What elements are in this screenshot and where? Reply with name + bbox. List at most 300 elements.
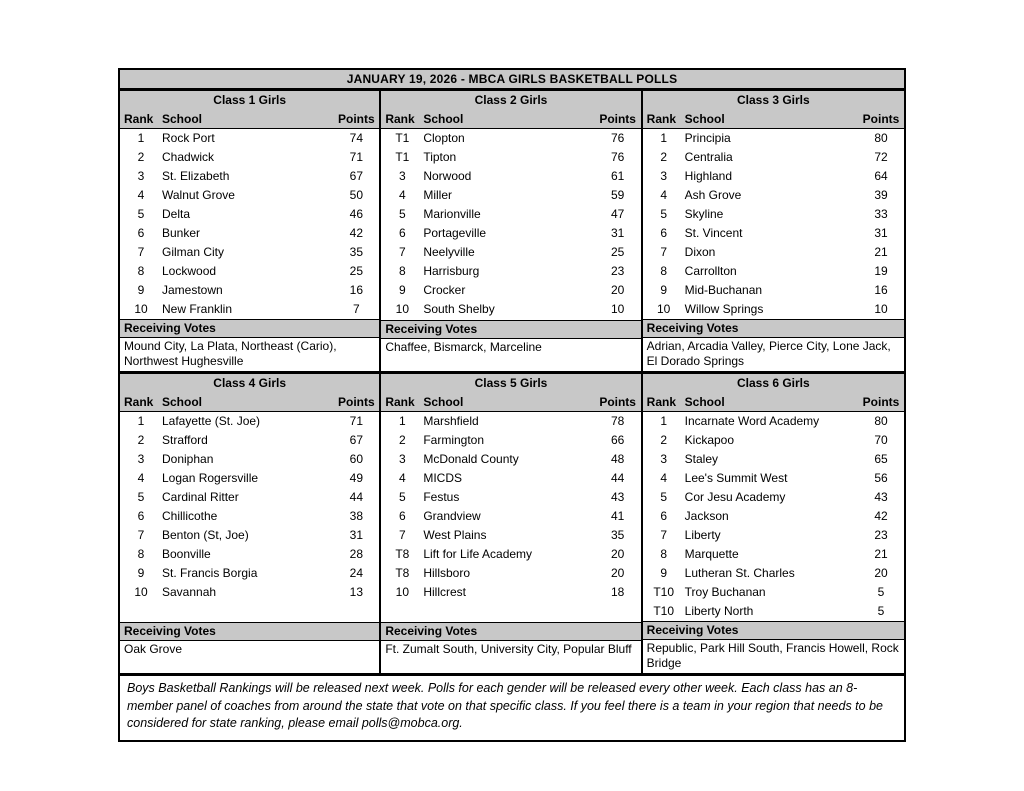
class-title: Class 4 Girls: [120, 374, 379, 393]
points-header: Points: [337, 112, 375, 126]
points-cell: 42: [349, 226, 363, 240]
school-cell: McDonald County: [423, 452, 519, 466]
points-cell: 35: [610, 528, 625, 542]
points-cell: 80: [874, 414, 888, 428]
rank-header: Rank: [385, 395, 415, 409]
points-cell: 20: [610, 547, 625, 561]
school-header: School: [684, 112, 725, 126]
points-cell: 18: [610, 585, 625, 599]
school-header: School: [684, 395, 725, 409]
school-header: School: [423, 112, 464, 126]
school-cell: Logan Rogersville: [162, 471, 259, 485]
points-cell: 35: [349, 245, 363, 259]
points-cell: 23: [874, 528, 888, 542]
rank-cell: 3: [398, 452, 406, 466]
table-row: [643, 262, 904, 281]
table-row: [120, 564, 379, 583]
school-header: School: [162, 112, 203, 126]
table-row: [381, 564, 640, 583]
table-row: [381, 281, 640, 300]
rank-header: Rank: [385, 112, 415, 126]
rank-cell: 2: [137, 150, 145, 164]
points-cell: 13: [349, 585, 363, 599]
school-cell: Lafayette (St. Joe): [162, 414, 261, 428]
school-cell: New Franklin: [162, 302, 233, 316]
rank-cell: 8: [660, 264, 667, 278]
rank-header: Rank: [646, 112, 676, 126]
points-cell: 5: [877, 585, 885, 599]
footer-note: Boys Basketball Rankings will be released next week. Polls for each gender will be released every other week. Each class has an 8-member panel of coaches from around the state that vote on that specific class. If you feel there is a team in your region that needs to be considered for state ranking, please email polls@mobca.org.: [120, 673, 904, 740]
points-cell: 71: [349, 150, 363, 164]
points-cell: 44: [349, 490, 363, 504]
rank-cell: T10: [653, 604, 674, 618]
table-row: [120, 167, 379, 186]
rank-cell: 8: [398, 264, 406, 278]
rank-cell: 6: [137, 226, 145, 240]
school-cell: Liberty: [684, 528, 721, 542]
rank-cell: 9: [137, 283, 145, 297]
rank-cell: 10: [134, 302, 148, 316]
table-row: [643, 583, 904, 602]
table-row: [120, 583, 379, 602]
points-cell: 20: [610, 566, 625, 580]
table-row: [643, 186, 904, 205]
table-row: [381, 412, 640, 431]
table-row: [643, 431, 904, 450]
table-row: [643, 526, 904, 545]
school-header: School: [162, 395, 203, 409]
school-cell: Doniphan: [162, 452, 214, 466]
school-cell: Principia: [684, 131, 731, 145]
points-cell: 7: [352, 302, 360, 316]
school-cell: Dixon: [684, 245, 716, 259]
table-row: [120, 545, 379, 564]
table-row: [381, 583, 640, 602]
school-cell: Staley: [684, 452, 719, 466]
table-row: [120, 469, 379, 488]
rank-cell: 4: [398, 471, 406, 485]
school-cell: Liberty North: [684, 604, 754, 618]
table-row: [643, 450, 904, 469]
points-cell: 78: [610, 414, 625, 428]
table-row: [381, 262, 640, 281]
rank-cell: 2: [660, 433, 667, 447]
rank-cell: 1: [137, 414, 145, 428]
school-cell: St. Elizabeth: [162, 169, 230, 183]
column-headers: [381, 393, 640, 412]
table-row: [643, 602, 904, 621]
class-section-6: [643, 374, 904, 673]
rank-cell: 4: [398, 188, 406, 202]
points-cell: 48: [610, 452, 625, 466]
rank-cell: 4: [137, 188, 145, 202]
points-cell: 67: [349, 169, 363, 183]
school-cell: Portageville: [423, 226, 487, 240]
school-cell: Norwood: [423, 169, 472, 183]
points-cell: 50: [349, 188, 363, 202]
table-row: [381, 205, 640, 224]
table-row: [381, 224, 640, 243]
rank-cell: 6: [660, 509, 667, 523]
table-row: [643, 281, 904, 300]
school-cell: Marionville: [423, 207, 481, 221]
rank-cell: T1: [395, 131, 410, 145]
school-cell: Hillcrest: [423, 585, 466, 599]
table-row: [381, 129, 640, 148]
rank-cell: 3: [137, 169, 145, 183]
table-row: [381, 167, 640, 186]
school-cell: MICDS: [423, 471, 462, 485]
table-row: [120, 224, 379, 243]
points-cell: 41: [610, 509, 625, 523]
table-row: [381, 450, 640, 469]
school-cell: Carrollton: [684, 264, 737, 278]
school-cell: Marshfield: [423, 414, 479, 428]
table-row: [120, 300, 379, 319]
points-cell: 49: [349, 471, 363, 485]
rank-cell: 7: [660, 245, 667, 259]
points-cell: 59: [610, 188, 625, 202]
rank-cell: 8: [137, 264, 145, 278]
rankings-list: [643, 412, 904, 621]
points-header: Points: [862, 395, 900, 409]
classes-band-bottom: [120, 371, 904, 673]
school-cell: Gilman City: [162, 245, 225, 259]
poll-table: [118, 68, 906, 742]
points-cell: 42: [874, 509, 888, 523]
rank-cell: 2: [137, 433, 145, 447]
table-row: [381, 545, 640, 564]
table-row: [120, 488, 379, 507]
points-cell: 24: [349, 566, 363, 580]
rank-cell: 5: [137, 207, 145, 221]
rank-cell: 1: [660, 131, 667, 145]
rank-cell: 7: [137, 528, 145, 542]
table-row: [120, 450, 379, 469]
rank-cell: 5: [398, 207, 406, 221]
column-headers: [120, 393, 379, 412]
table-row: [643, 412, 904, 431]
rank-cell: 6: [660, 226, 667, 240]
rank-cell: 7: [398, 528, 406, 542]
rank-header: Rank: [646, 395, 676, 409]
rank-cell: 5: [660, 207, 667, 221]
school-cell: Benton (St, Joe): [162, 528, 249, 542]
points-header: Points: [599, 112, 636, 126]
points-cell: 43: [874, 490, 888, 504]
rank-header: Rank: [124, 395, 154, 409]
rank-cell: 4: [137, 471, 145, 485]
school-cell: Mid-Buchanan: [684, 283, 763, 297]
school-cell: Chillicothe: [162, 509, 218, 523]
school-cell: Incarnate Word Academy: [684, 414, 820, 428]
receiving-votes-text: Republic, Park Hill South, Francis Howell, Rock Bridge: [646, 641, 899, 670]
receiving-votes-label: Receiving Votes: [643, 621, 904, 640]
table-row: [643, 300, 904, 319]
receiving-votes-text: Oak Grove: [124, 642, 183, 656]
points-cell: 70: [874, 433, 888, 447]
rank-cell: 10: [134, 585, 148, 599]
school-cell: Neelyville: [423, 245, 475, 259]
class-title: Class 5 Girls: [381, 374, 640, 393]
school-cell: Lee's Summit West: [684, 471, 788, 485]
points-cell: 46: [349, 207, 363, 221]
rank-cell: 1: [137, 131, 145, 145]
table-row: [643, 224, 904, 243]
points-cell: 21: [874, 245, 888, 259]
class-section-4: [120, 374, 381, 673]
rank-cell: 9: [660, 283, 667, 297]
school-cell: Bunker: [162, 226, 201, 240]
table-row: [381, 243, 640, 262]
rankings-list: [120, 412, 379, 622]
table-row: [120, 205, 379, 224]
school-cell: Ash Grove: [684, 188, 742, 202]
points-cell: 16: [874, 283, 888, 297]
table-row: [120, 129, 379, 148]
class-title: Class 6 Girls: [643, 374, 904, 393]
rank-cell: 2: [660, 150, 667, 164]
points-header: Points: [337, 395, 375, 409]
rank-cell: 5: [660, 490, 667, 504]
table-row: [381, 300, 640, 319]
points-cell: 10: [874, 302, 888, 316]
rank-cell: 10: [395, 302, 409, 316]
points-cell: 25: [610, 245, 625, 259]
points-cell: 65: [874, 452, 888, 466]
rank-cell: 9: [398, 283, 406, 297]
table-row: [643, 148, 904, 167]
points-cell: 10: [610, 302, 625, 316]
school-cell: St. Francis Borgia: [162, 566, 258, 580]
rank-cell: 1: [398, 414, 406, 428]
rank-cell: T10: [653, 585, 674, 599]
points-cell: 20: [610, 283, 625, 297]
points-cell: 43: [610, 490, 625, 504]
school-cell: Centralia: [684, 150, 733, 164]
column-headers: [381, 110, 640, 129]
receiving-votes-text: Ft. Zumalt South, University City, Popular Bluff: [385, 642, 632, 656]
points-cell: 16: [349, 283, 363, 297]
table-row: [643, 469, 904, 488]
points-cell: 25: [349, 264, 363, 278]
rank-cell: 2: [398, 433, 406, 447]
table-row: [120, 431, 379, 450]
class-section-3: [643, 91, 904, 371]
rank-cell: 9: [660, 566, 667, 580]
rank-cell: 3: [660, 452, 667, 466]
column-headers: [643, 110, 904, 129]
school-cell: Miller: [423, 188, 452, 202]
points-cell: 67: [349, 433, 363, 447]
school-header: School: [423, 395, 464, 409]
points-cell: 5: [877, 604, 885, 618]
school-cell: South Shelby: [423, 302, 495, 316]
points-cell: 38: [349, 509, 363, 523]
receiving-votes-text: Mound City, La Plata, Northeast (Cario), Northwest Hughesville: [124, 339, 337, 368]
school-cell: St. Vincent: [684, 226, 743, 240]
points-cell: 60: [349, 452, 363, 466]
points-cell: 74: [349, 131, 363, 145]
table-row: [381, 507, 640, 526]
school-cell: Kickapoo: [684, 433, 735, 447]
school-cell: Clopton: [423, 131, 465, 145]
points-cell: 61: [610, 169, 625, 183]
table-row: [381, 431, 640, 450]
points-cell: 44: [610, 471, 625, 485]
page-title: JANUARY 19, 2026 - MBCA GIRLS BASKETBALL POLLS: [120, 70, 904, 91]
school-cell: Crocker: [423, 283, 466, 297]
table-row: [381, 469, 640, 488]
table-row: [643, 564, 904, 583]
points-cell: 76: [610, 150, 625, 164]
rank-cell: 10: [656, 302, 671, 316]
school-cell: Savannah: [162, 585, 217, 599]
rank-cell: T8: [395, 547, 410, 561]
column-headers: [120, 110, 379, 129]
rank-cell: 6: [398, 509, 406, 523]
points-cell: 66: [610, 433, 625, 447]
school-cell: Cor Jesu Academy: [684, 490, 786, 504]
receiving-votes-label: Receiving Votes: [120, 319, 379, 338]
table-row: [120, 412, 379, 431]
classes-band-top: [120, 91, 904, 371]
school-cell: Hillsboro: [423, 566, 471, 580]
school-cell: Festus: [423, 490, 460, 504]
rank-cell: 3: [137, 452, 145, 466]
rank-cell: T1: [395, 150, 410, 164]
receiving-votes-label: Receiving Votes: [381, 320, 640, 339]
table-row: [120, 186, 379, 205]
table-row: [643, 488, 904, 507]
school-cell: Grandview: [423, 509, 481, 523]
points-cell: 31: [874, 226, 888, 240]
school-cell: Lockwood: [162, 264, 217, 278]
school-cell: Strafford: [162, 433, 208, 447]
school-cell: Lift for Life Academy: [423, 547, 533, 561]
rank-cell: 5: [398, 490, 406, 504]
table-row: [381, 186, 640, 205]
table-row: [643, 205, 904, 224]
column-headers: [643, 393, 904, 412]
school-cell: Boonville: [162, 547, 211, 561]
points-header: Points: [862, 112, 900, 126]
school-cell: Rock Port: [162, 131, 215, 145]
points-cell: 72: [874, 150, 888, 164]
points-cell: 20: [874, 566, 888, 580]
rank-cell: 6: [398, 226, 406, 240]
school-cell: Walnut Grove: [162, 188, 235, 202]
points-cell: 47: [610, 207, 625, 221]
points-cell: 80: [874, 131, 888, 145]
receiving-votes-text: Adrian, Arcadia Valley, Pierce City, Lone Jack, El Dorado Springs: [646, 339, 891, 368]
rank-cell: 3: [660, 169, 667, 183]
school-cell: Skyline: [684, 207, 724, 221]
table-row: [643, 507, 904, 526]
rank-header: Rank: [124, 112, 154, 126]
table-row: [643, 167, 904, 186]
table-row: [381, 488, 640, 507]
points-cell: 64: [874, 169, 888, 183]
rank-cell: 1: [660, 414, 667, 428]
school-cell: Farmington: [423, 433, 485, 447]
school-cell: West Plains: [423, 528, 487, 542]
points-cell: 56: [874, 471, 888, 485]
rank-cell: T8: [395, 566, 410, 580]
points-cell: 31: [349, 528, 363, 542]
rankings-list: [381, 412, 640, 622]
rankings-list: [120, 129, 379, 319]
rank-cell: 5: [137, 490, 145, 504]
points-cell: 21: [874, 547, 888, 561]
school-cell: Jamestown: [162, 283, 223, 297]
school-cell: Troy Buchanan: [684, 585, 766, 599]
class-title: Class 1 Girls: [120, 91, 379, 110]
school-cell: Lutheran St. Charles: [684, 566, 795, 580]
class-title: Class 2 Girls: [381, 91, 640, 110]
rank-cell: 9: [137, 566, 145, 580]
rankings-list: [643, 129, 904, 319]
class-section-5: [381, 374, 642, 673]
table-row: [120, 526, 379, 545]
receiving-votes-text: Chaffee, Bismarck, Marceline: [385, 340, 542, 354]
table-row: [120, 262, 379, 281]
table-row: [120, 507, 379, 526]
table-row: [120, 281, 379, 300]
school-cell: Tipton: [423, 150, 457, 164]
rank-cell: 7: [660, 528, 667, 542]
points-cell: 19: [874, 264, 888, 278]
rank-cell: 4: [660, 471, 667, 485]
rank-cell: 10: [395, 585, 409, 599]
table-row: [643, 243, 904, 262]
points-cell: 71: [349, 414, 363, 428]
rank-cell: 4: [660, 188, 667, 202]
points-cell: 76: [610, 131, 625, 145]
school-cell: Delta: [162, 207, 191, 221]
school-cell: Jackson: [684, 509, 729, 523]
rank-cell: 8: [660, 547, 667, 561]
school-cell: Willow Springs: [684, 302, 764, 316]
table-row: [381, 148, 640, 167]
rank-cell: 3: [398, 169, 406, 183]
class-title: Class 3 Girls: [643, 91, 904, 110]
receiving-votes-label: Receiving Votes: [381, 622, 640, 641]
class-section-2: [381, 91, 642, 371]
rank-cell: 6: [137, 509, 145, 523]
receiving-votes-label: Receiving Votes: [643, 319, 904, 338]
school-cell: Chadwick: [162, 150, 215, 164]
points-cell: 31: [610, 226, 625, 240]
table-row: [120, 243, 379, 262]
points-cell: 39: [874, 188, 888, 202]
points-cell: 33: [874, 207, 888, 221]
class-section-1: [120, 91, 381, 371]
rank-cell: 7: [398, 245, 406, 259]
table-row: [643, 129, 904, 148]
rank-cell: 8: [137, 547, 145, 561]
table-row: [120, 148, 379, 167]
table-row: [381, 526, 640, 545]
points-cell: 28: [349, 547, 363, 561]
school-cell: Marquette: [684, 547, 739, 561]
table-row: [643, 545, 904, 564]
school-cell: Cardinal Ritter: [162, 490, 239, 504]
school-cell: Highland: [684, 169, 733, 183]
rank-cell: 7: [137, 245, 145, 259]
receiving-votes-label: Receiving Votes: [120, 622, 379, 641]
school-cell: Harrisburg: [423, 264, 480, 278]
